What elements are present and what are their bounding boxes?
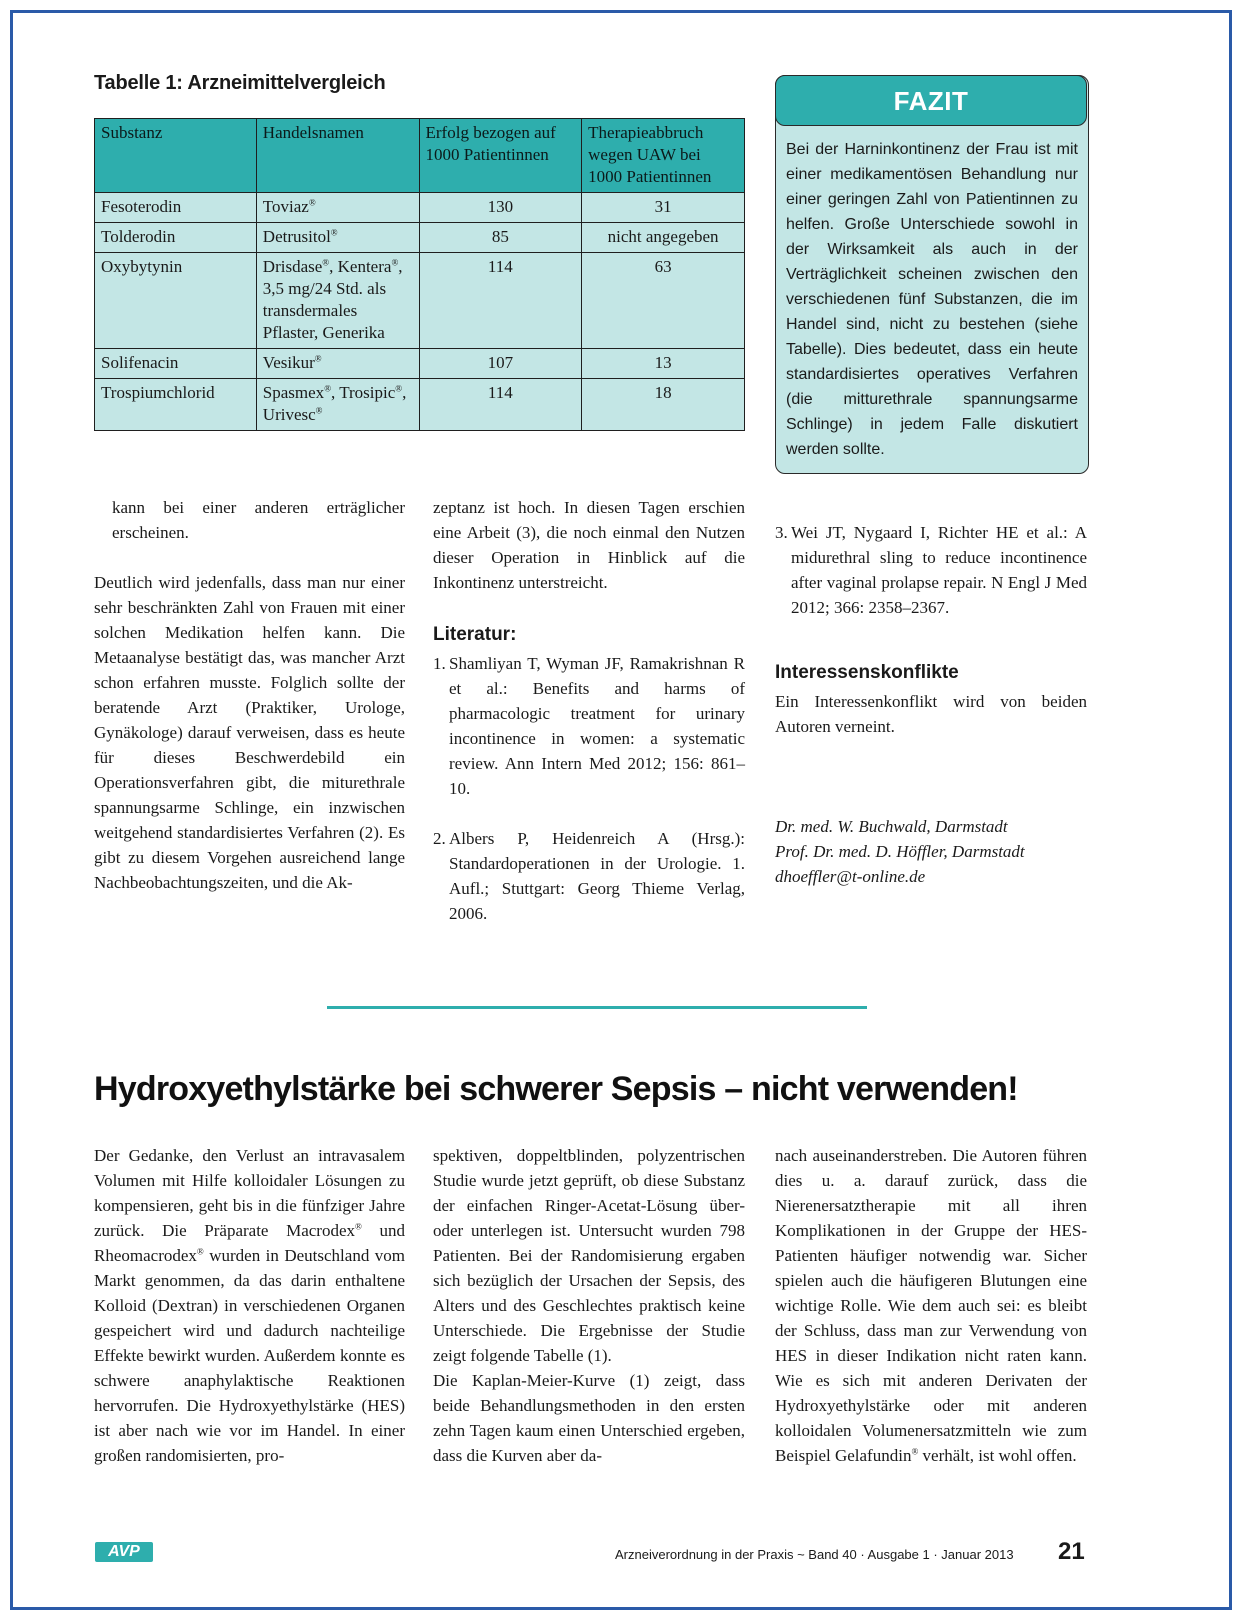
drug-comparison-table <box>94 118 745 431</box>
reference-text: Shamliyan T, Wyman JF, Ramakrishnan R et al.: Benefits and harms of pharmacologic treatment for urinary incontinence in women: a systematic review. Ann Intern Med 2012; 156: 861–10. <box>449 654 745 798</box>
cell-abbruch: nicht angegeben <box>582 223 745 253</box>
cell-substanz: Oxybytynin <box>95 253 257 349</box>
reference-list <box>775 520 1087 620</box>
reference-text: Albers P, Heidenreich A (Hrsg.): Standardoperationen in der Urologie. 1. Aufl.; Stuttgart: Georg Thieme Verlag, 2006. <box>449 829 745 923</box>
table-row <box>95 379 745 431</box>
article1-column-2 <box>433 495 745 926</box>
list-item <box>775 520 1087 620</box>
cell-substanz: Solifenacin <box>95 349 257 379</box>
list-item <box>433 651 745 801</box>
table-row <box>95 349 745 379</box>
author-2: Prof. Dr. med. D. Höffler, Darmstadt <box>775 842 1025 861</box>
paragraph: spektiven, doppeltblinden, polyzentrischen Studie wurde jetzt geprüft, ob diese Substanz der einfachen Ringer-Acetat-Lösung über- oder unterlegen ist. Untersucht wurden 798 Patienten. Bei der Randomisierung ergaben sich bezüglich der Ursachen der Sepsis, des Alters und des Geschlechtes praktisch keine Unterschiede. Die Ergebnisse der Studie zeigt folgende Tabelle (1). <box>433 1146 745 1365</box>
paragraph: Deutlich wird jedenfalls, dass man nur einer sehr beschränkten Zahl von Frauen mit einer solchen Medikation helfen kann. Die Metaanalyse bestätigt das, was mancher Arzt schon erfahren musste. Folglich sollte der beratende Arzt (Praktiker, Urologe, Gynäkologe) darauf verweisen, dass es heute für dieses Beschwerdebild ein Operationsverfahren gibt, die miturethrale spannungsarme Schlinge, ein inzwischen weitgehend standardisiertes Verfahren (2). Es gibt zu diesem Vorgehen ausreichend lange Nachbeobachtungszeiten, und die Ak- <box>94 573 405 892</box>
article1-column-1 <box>94 495 405 895</box>
literatur-heading: Literatur: <box>433 624 517 645</box>
header-substanz: Substanz <box>95 119 257 193</box>
footer-publication: Arzneiverordnung in der Praxis ~ Band 40 · Ausgabe 1 · Januar 2013 <box>615 1547 1014 1562</box>
paragraph: nach auseinanderstreben. Die Autoren führen dies u. a. darauf zurück, dass die Nierenersatztherapie mit all ihren Komplikationen in der Gruppe der HES-Patienten häufiger notwendig war. Sicher spielen auch die häufigeren Blutungen eine wichtige Rolle. Wie dem auch sei: es bleibt der Schluss, dass man zur Verwendung von HES in dieser Indikation nicht raten kann. Wie es sich mit anderen Derivaten der Hydroxyethylstärke oder mit anderen kolloidalen Volumenersatzmitteln wie zum Beispiel Gelafundin® verhält, ist wohl offen. <box>775 1146 1087 1465</box>
author-1: Dr. med. W. Buchwald, Darmstadt <box>775 817 1008 836</box>
paragraph: zeptanz ist hoch. In diesen Tagen erschien eine Arbeit (3), die noch einmal den Nutzen dieser Operation in Hinblick auf die Inkontinenz unterstreicht. <box>433 498 745 592</box>
cell-handelsnamen: Spasmex®, Trosipic®, Urivesc® <box>256 379 419 431</box>
cell-erfolg: 107 <box>419 349 582 379</box>
header-erfolg: Erfolg bezogen auf 1000 Patientinnen <box>419 119 582 193</box>
table-row <box>95 223 745 253</box>
reference-number: 2. <box>433 829 446 848</box>
cell-substanz: Tolderodin <box>95 223 257 253</box>
article1-column-3 <box>775 520 1087 889</box>
table-row <box>95 253 745 349</box>
author-email-link[interactable]: dhoeffler@t-online.de <box>775 867 926 886</box>
cell-erfolg: 130 <box>419 193 582 223</box>
fazit-title: FAZIT <box>893 86 969 116</box>
cell-abbruch: 31 <box>582 193 745 223</box>
paragraph: Der Gedanke, den Verlust an intravasalem Volumen mit Hilfe kolloidaler Lösungen zu kompensieren, geht bis in die fünfziger Jahre zurück. Die Präparate Macrodex® und Rheomacrodex® wurden in Deutschland vom Markt genommen, da das darin enthaltene Kolloid (Dextran) in verschiedenen Organen gespeichert wird und dadurch nachteilige Effekte bewirkt wurden. Außerdem konnte es schwere anaphylaktische Reaktionen hervorrufen. Die Hydroxyethylstärke (HES) ist aber nach wie vor im Handel. In einer großen randomisierten, pro- <box>94 1146 405 1465</box>
list-item <box>433 826 745 926</box>
cell-handelsnamen: Detrusitol® <box>256 223 419 253</box>
cell-abbruch: 13 <box>582 349 745 379</box>
article2-column-1 <box>94 1143 405 1468</box>
cell-substanz: Fesoterodin <box>95 193 257 223</box>
avp-logo: AVP <box>95 1542 153 1562</box>
fazit-box <box>775 75 1089 474</box>
header-handelsnamen: Handelsnamen <box>256 119 419 193</box>
table-row <box>95 193 745 223</box>
cell-handelsnamen: Vesikur® <box>256 349 419 379</box>
table-header-row <box>95 119 745 193</box>
fazit-header <box>775 75 1087 126</box>
page-number: 21 <box>1058 1538 1085 1565</box>
article2-title: Hydroxyethylstärke bei schwerer Sepsis – nicht verwenden! <box>94 1070 1018 1108</box>
cell-handelsnamen: Toviaz® <box>256 193 419 223</box>
cell-erfolg: 114 <box>419 379 582 431</box>
author-block <box>775 814 1087 889</box>
conflict-heading: Interessenskonflikte <box>775 662 959 683</box>
paragraph: Die Kaplan-Meier-Kurve (1) zeigt, dass beide Behandlungsmethoden in den ersten zehn Tagen kaum einen Unterschied ergeben, dass die Kurven aber da- <box>433 1371 745 1465</box>
cell-abbruch: 18 <box>582 379 745 431</box>
cell-substanz: Trospiumchlorid <box>95 379 257 431</box>
reference-number: 3. <box>775 523 788 542</box>
cell-handelsnamen: Drisdase®, Kentera®, 3,5 mg/24 Std. als transdermales Pflaster, Generika <box>256 253 419 349</box>
conflict-text: Ein Interessenkonflikt wird von beiden Autoren verneint. <box>775 692 1087 736</box>
paragraph: kann bei einer anderen erträglicher erscheinen. <box>112 498 405 542</box>
reference-list <box>433 651 745 926</box>
reference-text: Wei JT, Nygaard I, Richter HE et al.: A midurethral sling to reduce incontinence after vaginal prolapse repair. N Engl J Med 2012; 366: 2358–2367. <box>791 523 1087 617</box>
article2-column-2 <box>433 1143 745 1468</box>
fazit-text: Bei der Harninkontinenz der Frau ist mit einer medikamentösen Behandlung nur einer geringen Zahl von Patientinnen zu helfen. Große Unterschiede sowohl in der Wirksamkeit als auch in der Verträglichkeit scheinen zwischen den verschiedenen fünf Substanzen, die im Handel sind, nicht zu bestehen (siehe Tabelle). Dies bedeutet, dass ein heute standardisiertes operatives Verfahren (die mitturethrale spannungsarme Schlinge) in jedem Falle diskutiert werden sollte. <box>786 141 1078 458</box>
cell-erfolg: 85 <box>419 223 582 253</box>
table-title: Tabelle 1: Arzneimittelvergleich <box>94 72 386 94</box>
reference-number: 1. <box>433 654 446 673</box>
cell-erfolg: 114 <box>419 253 582 349</box>
section-divider <box>327 1006 867 1009</box>
header-abbruch: Therapieabbruch wegen UAW bei 1000 Patientinnen <box>582 119 745 193</box>
cell-abbruch: 63 <box>582 253 745 349</box>
article2-column-3 <box>775 1143 1087 1468</box>
